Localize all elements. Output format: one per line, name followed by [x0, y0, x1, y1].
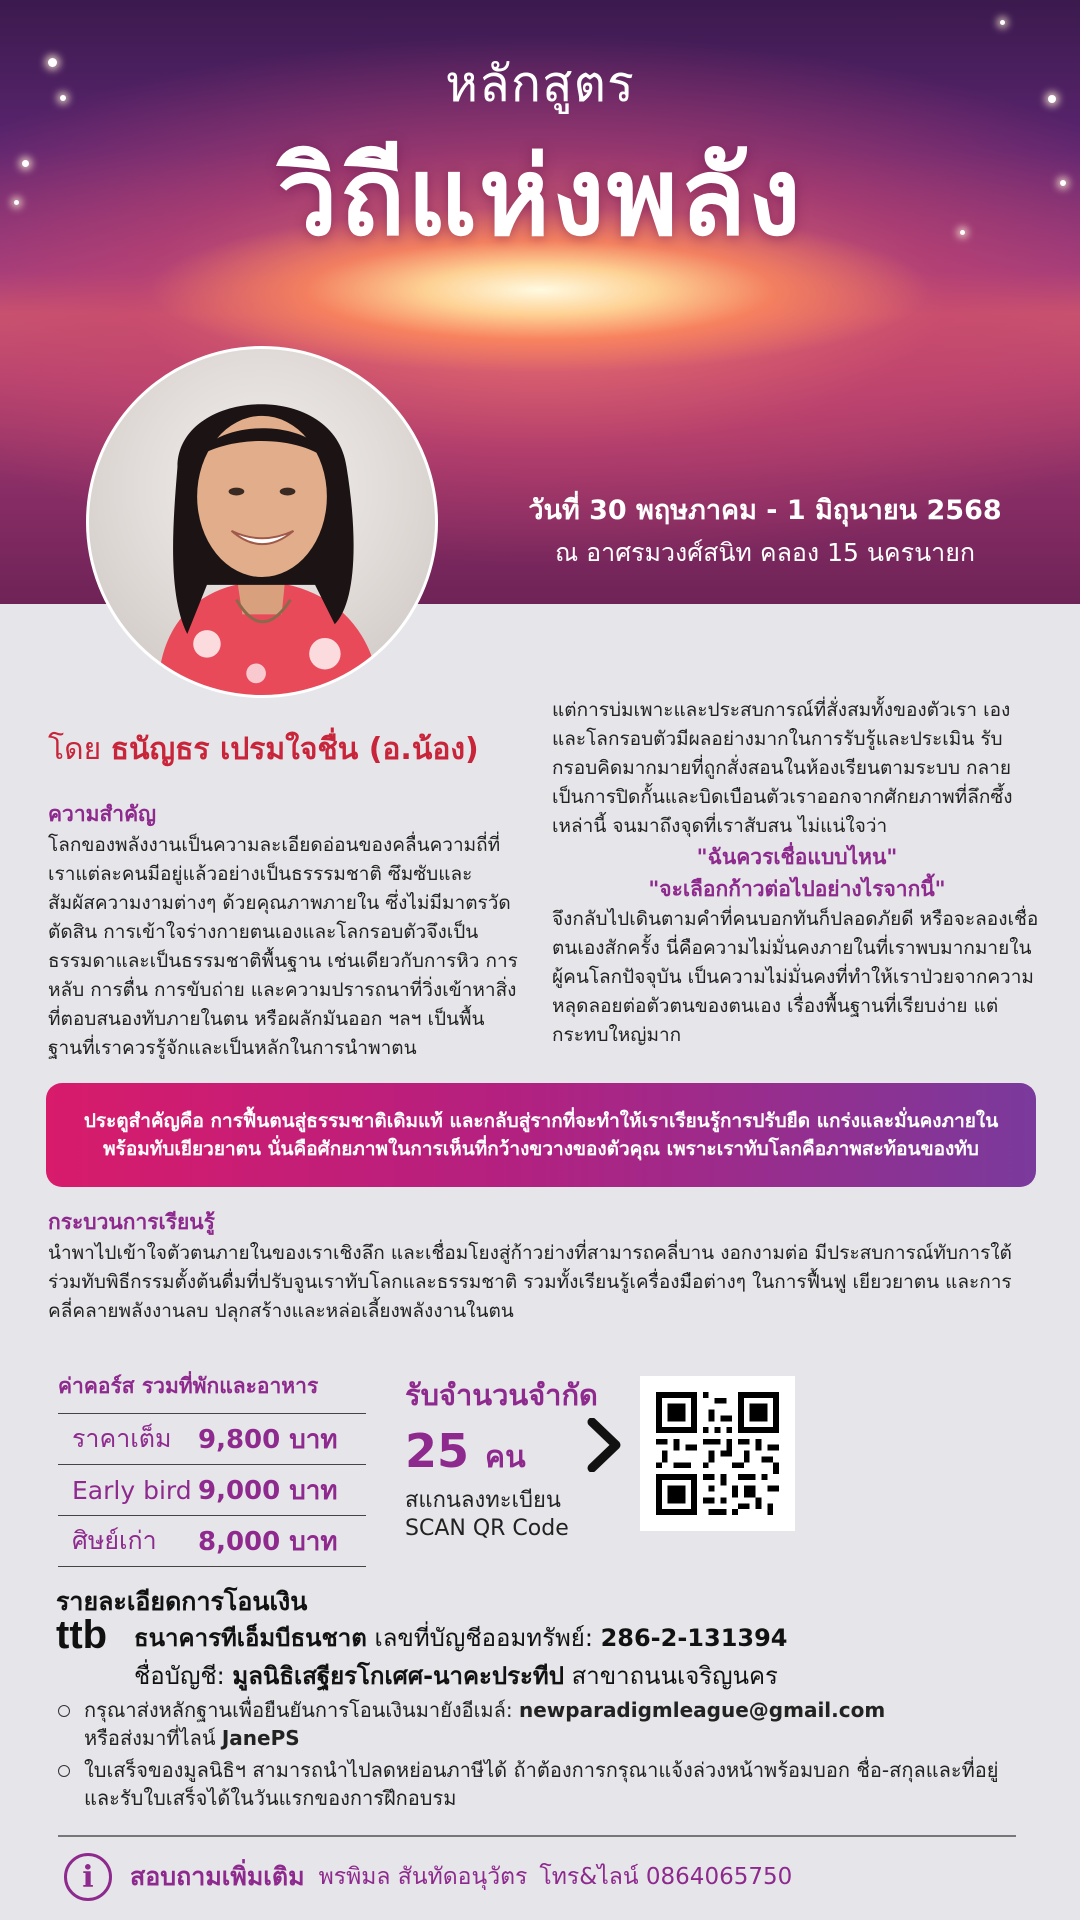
star-decoration [1000, 20, 1005, 25]
context-section [552, 696, 1042, 1050]
account-name-label: ชื่อบัญชี: [134, 1662, 225, 1690]
bank-account-line [134, 1618, 788, 1657]
context-paragraph-2: จึงกลับไปเดินตามคำที่คนบอกทันก็ปลอดภัยดี หรือจะลองเชื่อตนเองสักครั้ง นี่คือความไม่มั่นคงภายในที่เราพบมากมายในผู้คนโลกปัจจุบัน เป็นความไม่มั่นคงที่ทำให้เราป่วยจากความหลุดลอยต่อตัวตนของตนเอง เรื่องพื้นฐานที่เรียบง่าย แต่กระทบใหญ่มาก [552, 908, 1039, 1046]
note-item [56, 1756, 1036, 1812]
bank-logo-text: ttb [56, 1614, 108, 1656]
account-name-line [134, 1656, 778, 1695]
pricing-heading: ค่าคอร์ส รวมที่พักและอาหาร [58, 1370, 366, 1414]
bank-branch: สาขาถนนเจริญนคร [571, 1662, 778, 1690]
seat-count-number: 25 [405, 1424, 470, 1478]
key-message-text: ประตูสำคัญคือ การฟื้นตนสู่ธรรมชาติเดิมแท้ และกลับสู่รากที่จะทำให้เราเรียนรู้การปรับยืด แกร่งและมั่นคงภายใน พร้อมทับเยียวยาตน นั่นคือศักยภาพในการเห็นที่กว้างขวางของตัวคุณ เพราะเราทับโลกคือภาพสะท้อนของทับ [83, 1110, 999, 1160]
key-message-banner [46, 1083, 1036, 1187]
event-date: วันที่ 30 พฤษภาคม - 1 มิถุนายน 2568 [528, 495, 1002, 526]
price-value: 8,000 บาท [198, 1526, 338, 1557]
process-text: นำพาไปเข้าใจตัวตนภายในของเราเชิงลึก และเชื่อมโยงสู่ก้าวย่างที่สามารถคลี่บาน งอกงามต่อ มีประสบการณ์ทับการใต้ร่วมทับพิธีกรรมตั้งต้นดื่มที่ปรับจูนเราทับโลกและธรรมชาติ รวมทั้งเรียนรู้เครื่องมือต่างๆ ในการฟื้นฟู เยียวยาตน และการคลี่คลายพลังงานลบ ปลุกสร้างและหล่อเลี้ยงพลังงานในตน [48, 1242, 1012, 1322]
event-venue: ณ อาศรมวงศ์สนิท คลอง 15 นครนายก [555, 538, 975, 567]
price-row [58, 1516, 366, 1567]
context-paragraph-1: แต่การบ่มเพาะและประสบการณ์ที่สั่งสมทั้งของตัวเรา เอง และโลกรอบตัวมีผลอย่างมากในการรับรู้และประเมิน รับกรอบคิดมากมายที่ถูกสั่งสอนในห้องเรียนตามระบบ กลายเป็นการปิดกั้นและบิดเบือนตัวเราออกจากศักยภาพที่ลึกซึ้งเหล่านี้ จนมาถึงจุดที่เราสับสน ไม่แน่ใจว่า [552, 699, 1013, 837]
price-label: ราคาเต็ม [72, 1424, 172, 1453]
scan-instruction-en: SCAN QR Code [405, 1516, 569, 1541]
qr-code-icon [656, 1392, 779, 1515]
price-row [58, 1414, 366, 1465]
limit-label: รับจำนวนจำกัด [405, 1378, 598, 1412]
contact-person: พรพิมล สันทัดอนุวัตร [318, 1864, 528, 1890]
contact-email[interactable]: newparadigmleague@gmail.com [518, 1698, 886, 1722]
instructor-photo [86, 346, 438, 698]
account-name: มูลนิธิเสฐียรโกเศศ-นาคะประทีป [232, 1662, 564, 1690]
price-row [58, 1465, 366, 1516]
instructor-line [48, 726, 479, 773]
scan-instruction-th: สแกนลงทะเบียน [405, 1488, 561, 1513]
registration-qr-code[interactable] [640, 1376, 795, 1531]
bank-name: ธนาคารทีเอ็มบีธนชาต [134, 1624, 367, 1652]
note-email-text: กรุณาส่งหลักฐานเพื่อยืนยันการโอนเงินมายังอีเมล์: [84, 1698, 513, 1722]
info-icon: i [64, 1853, 112, 1901]
instructor-name: ธนัญธร เปรมใจชื่น (อ.น้อง) [110, 732, 479, 767]
process-section [48, 1206, 1038, 1326]
chevron-right-icon [586, 1418, 624, 1472]
ttb-bank-logo [56, 1614, 126, 1656]
account-number-label: เลขที่บัญชีออมทรัพย์: [374, 1624, 593, 1652]
importance-text: โลกของพลังงานเป็นความละเอียดอ่อนของคลื่นความถี่ที่เราแต่ละคนมีอยู่แล้วอย่างเป็นธรรรมชาติ ซึมซับและสัมผัสความงามต่างๆ ด้วยคุณภาพภายใน ซึ่งไม่มีมาตรวัดตัดสิน การเข้าใจร่างกายตนเองและโลกรอบตัวจึงเป็นธรรมดาและเป็นธรรมชาติพื้นฐาน เช่นเดียวกับการหิว การหลับ การตื่น การขับถ่าย และความปรารถนาที่วิ่งเข้าหาสิ่งที่ตอบสนองทับภายในตน หรือผลักมันออก ฯลฯ เป็นพื้นฐานที่เราควรรู้จักและเป็นหลักในการนำพาตน [48, 834, 518, 1059]
price-value: 9,800 บาท [198, 1424, 338, 1455]
process-heading: กระบวนการเรียนรู้ [48, 1210, 215, 1234]
importance-section [48, 798, 518, 1063]
contact-label: สอบถามเพิ่มเติม [130, 1862, 305, 1891]
transfer-notes [56, 1696, 1036, 1816]
price-label: Early bird [72, 1475, 192, 1505]
transfer-heading: รายละเอียดการโอนเงิน [56, 1587, 308, 1616]
course-label: หลักสูตร [445, 55, 635, 113]
note-receipt-text: ใบเสร็จของมูลนิธิฯ สามารถนำไปลดหย่อนภาษีได้ ถ้าต้องการกรุณาแจ้งล่วงหน้าพร้อมบอก ชื่อ-สกุลและที่อยู่ และรับใบเสร็จได้ในวันแรกของการฝึกอบรม [84, 1758, 999, 1810]
note-item [56, 1696, 1036, 1752]
course-title: วิถีแห่งพลัง [277, 135, 803, 260]
quote-2: "จะเลือกก้าวต่อไปอย่างไรจากนี้" [648, 877, 946, 901]
line-id[interactable]: JanePS [221, 1726, 300, 1750]
seat-count-unit: คน [485, 1440, 526, 1475]
importance-heading: ความสำคัญ [48, 802, 157, 826]
instructor-prefix: โดย [48, 732, 102, 767]
note-line-label: หรือส่งมาที่ไลน์ [84, 1726, 216, 1750]
quote-1: "ฉันควรเชื่อแบบไหน" [696, 845, 898, 869]
contact-phone[interactable]: โทร&ไลน์ 0864065750 [539, 1864, 793, 1890]
price-label: ศิษย์เก่า [72, 1526, 157, 1555]
contact-line [64, 1853, 792, 1901]
pricing-table [58, 1370, 366, 1567]
price-value: 9,000 บาท [198, 1475, 338, 1506]
account-number: 286-2-131394 [600, 1624, 788, 1652]
divider [58, 1835, 1016, 1837]
